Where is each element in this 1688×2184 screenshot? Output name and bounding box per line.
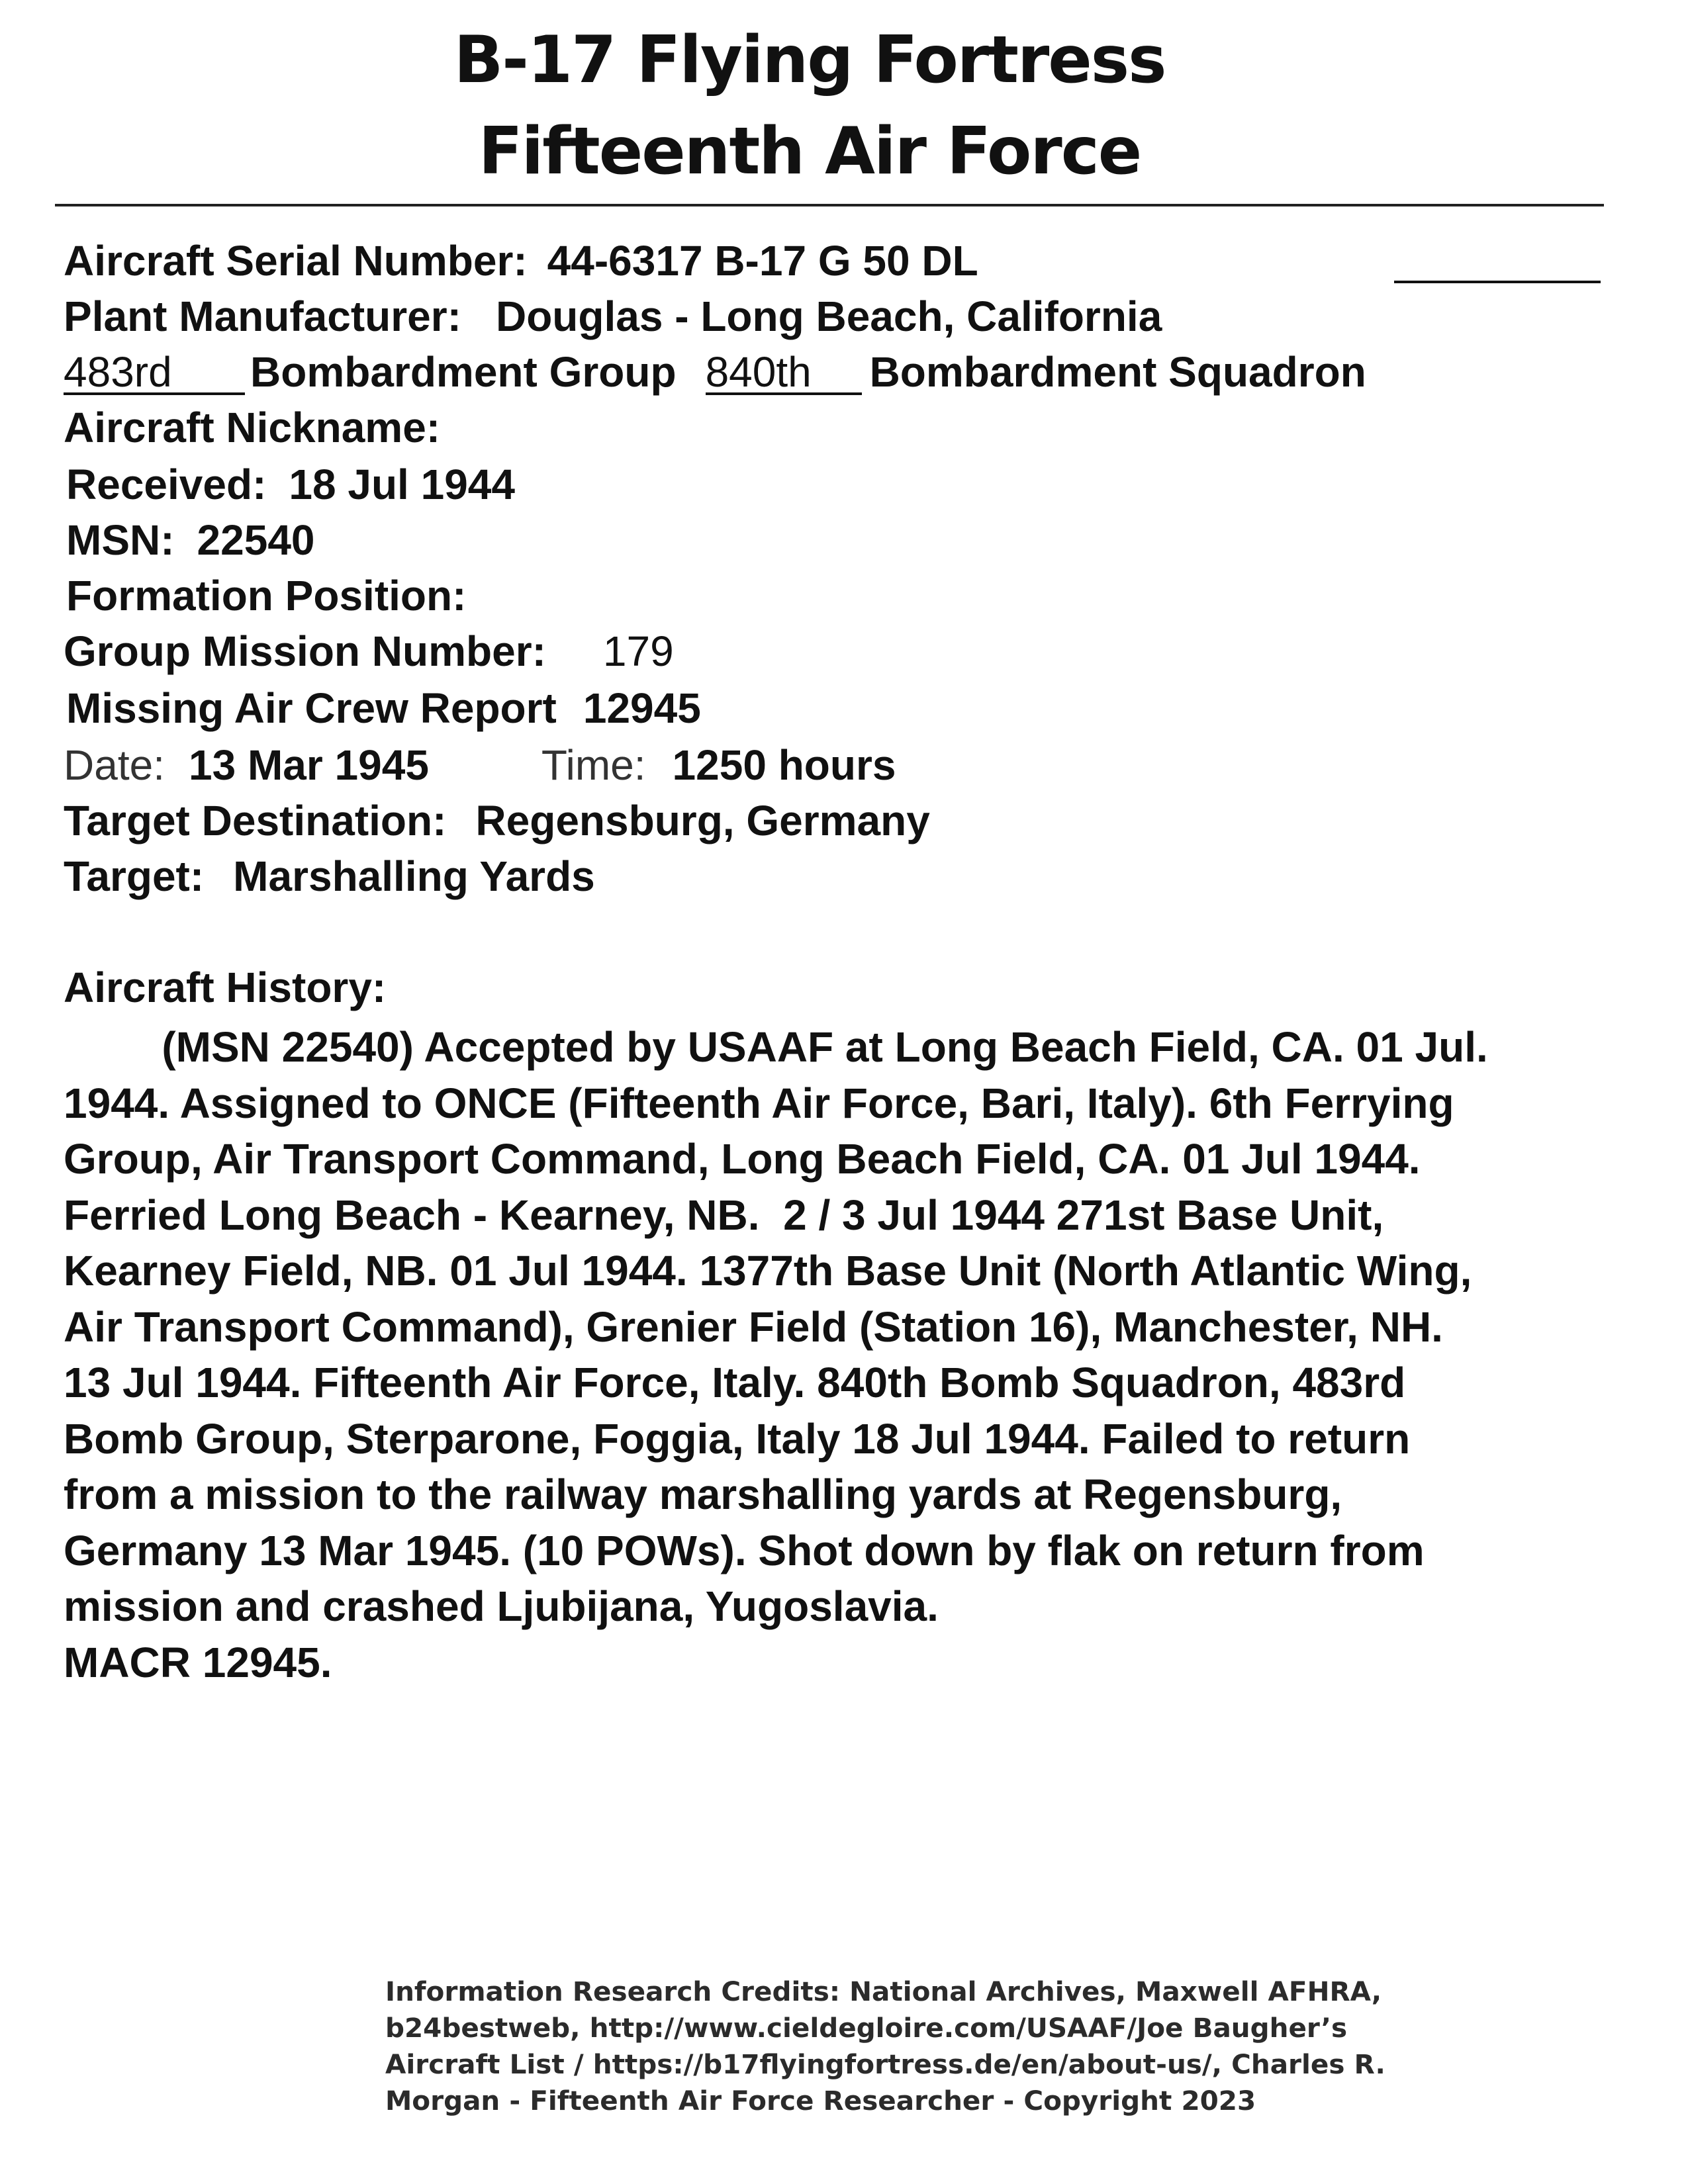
serial-value: 44-6317 B-17 G 50 DL — [547, 237, 978, 285]
serial-row — [64, 237, 978, 285]
blank-underline — [1394, 281, 1601, 283]
received-row — [66, 463, 515, 506]
mission-label: Group Mission Number: — [64, 627, 546, 675]
msn-row — [66, 516, 315, 564]
msn-label: MSN: — [66, 516, 175, 564]
destination-value: Regensburg, Germany — [475, 797, 930, 844]
macr-row — [66, 684, 701, 732]
date-time-row — [64, 741, 896, 789]
credits-line: b24bestweb, http://www.cieldegloire.com/USAAF/Joe Baugher’s — [385, 2012, 1348, 2044]
history-line: (MSN 22540) Accepted by USAAF at Long Beach Field, CA. 01 Jul. — [126, 1023, 1488, 1071]
mission-row — [64, 627, 674, 675]
squadron-number: 840th — [706, 352, 862, 395]
target-row — [64, 852, 595, 900]
credits-line: Information Research Credits: National Archives, Maxwell AFHRA, — [385, 1976, 1382, 2007]
msn-value: 22540 — [197, 516, 315, 564]
time-label: Time: — [541, 741, 646, 789]
manufacturer-value: Douglas - Long Beach, California — [495, 293, 1162, 340]
credits-line: Morgan - Fifteenth Air Force Researcher - Copyright 2023 — [385, 2085, 1256, 2116]
history-line: from a mission to the railway marshalling yards at Regensburg, — [64, 1471, 1342, 1518]
group-label: Bombardment Group — [250, 348, 677, 396]
formation-row — [66, 574, 466, 617]
history-heading — [64, 966, 386, 1009]
credits-line: Aircraft List / https://b17flyingfortress.de/en/about-us/, Charles R. — [385, 2048, 1385, 2080]
time-value: 1250 hours — [672, 741, 896, 789]
destination-row — [64, 799, 930, 842]
serial-label: Aircraft Serial Number: — [64, 237, 528, 285]
document-subtitle: Fifteenth Air Force — [478, 114, 1141, 189]
destination-label: Target Destination: — [64, 797, 447, 844]
history-heading-text: Aircraft History: — [64, 964, 387, 1011]
macr-value: 12945 — [583, 684, 701, 732]
history-line: Kearney Field, NB. 01 Jul 1944. 1377th Base Unit (North Atlantic Wing, — [64, 1247, 1472, 1295]
history-line: Ferried Long Beach - Kearney, NB. 2 / 3 Jul 1944 271st Base Unit, — [64, 1191, 1384, 1239]
header-divider — [55, 204, 1604, 206]
group-number: 483rd — [64, 352, 245, 395]
received-value: 18 Jul 1944 — [289, 461, 515, 508]
history-line: 13 Jul 1944. Fifteenth Air Force, Italy. 840th Bomb Squadron, 483rd — [64, 1359, 1406, 1406]
history-line: mission and crashed Ljubijana, Yugoslavia. — [64, 1582, 939, 1630]
mission-value: 179 — [602, 627, 674, 675]
history-line: Germany 13 Mar 1945. (10 POWs). Shot down by flak on return from — [64, 1526, 1425, 1574]
history-line: 1944. Assigned to ONCE (Fifteenth Air Force, Bari, Italy). 6th Ferrying — [64, 1079, 1454, 1127]
date-value: 13 Mar 1945 — [188, 741, 429, 789]
group-squadron-row — [64, 348, 1366, 396]
research-credits — [385, 1974, 1385, 2119]
history-line: MACR 12945. — [64, 1638, 332, 1686]
formation-label: Formation Position: — [66, 572, 467, 619]
manufacturer-label: Plant Manufacturer: — [64, 293, 461, 340]
manufacturer-row — [64, 295, 1162, 338]
history-line: Air Transport Command), Grenier Field (Station 16), Manchester, NH. — [64, 1302, 1443, 1351]
target-value: Marshalling Yards — [233, 852, 595, 900]
nickname-label: Aircraft Nickname: — [64, 404, 441, 451]
history-line: Group, Air Transport Command, Long Beach Field, CA. 01 Jul 1944. — [64, 1135, 1421, 1183]
squadron-label: Bombardment Squadron — [869, 348, 1366, 396]
date-label: Date: — [64, 741, 165, 789]
document-title: B-17 Flying Fortress — [453, 23, 1166, 98]
history-line: Bomb Group, Sterparone, Foggia, Italy 18 Jul 1944. Failed to return — [64, 1414, 1411, 1463]
macr-label: Missing Air Crew Report — [66, 684, 557, 732]
target-label: Target: — [64, 852, 205, 900]
received-label: Received: — [66, 461, 267, 508]
nickname-row — [64, 406, 440, 449]
history-body — [64, 1019, 1639, 1690]
